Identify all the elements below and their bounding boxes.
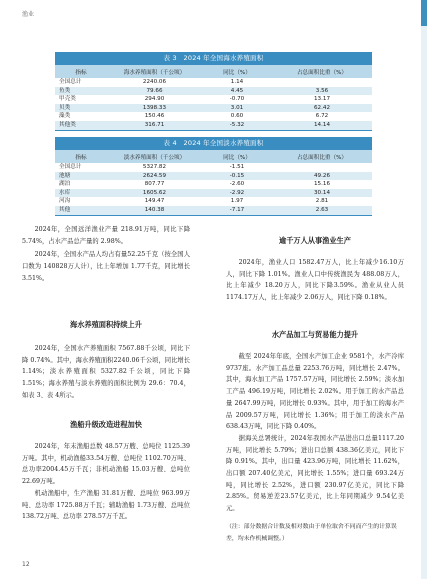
table-cell: -7.17 [202, 206, 272, 215]
table-cell: 鱼类 [55, 87, 107, 96]
section-heading: 水产品加工与贸易能力提升 [271, 330, 359, 339]
table-cell: 30.14 [272, 189, 372, 198]
table-cell: 13.17 [313, 96, 330, 103]
table-cell: -2.60 [229, 181, 245, 188]
right-column-bottom [226, 351, 404, 515]
table-cell: 316.71 [107, 121, 202, 130]
table-row [55, 163, 372, 172]
paragraph: 截至 2024年年底，全国水产加工企业 9581个，水产冷库 9737座。水产加工品总量 2253.76万吨，同比增长 2.47%。其中，海水加工产品 1757.57万吨，同比增长 2.59%；淡水加工产品 496.19万吨，同比增长 2.02%。用于加工的水产品总量 2647.99万吨，同比增长 0.93%。其中，用于加工的海水产品 2009.57万吨，同比增长 1.36%；用于加工的淡水产品 638.43万吨，同比下降 0.40%。 [226, 353, 404, 431]
table-row [55, 206, 372, 215]
table-cell: 湖泊 [59, 181, 71, 188]
column-header: 淡水养殖面积（千公顷） [107, 150, 202, 164]
table-cell: 140.38 [107, 206, 202, 215]
page-number: 12 [22, 561, 30, 568]
table-4-title: 表 4 2024 年全国淡水养殖面积 [55, 137, 372, 149]
table-cell: 79.66 [107, 87, 202, 96]
paragraph: 据海关总署统计，2024年我国水产品进出口总量1117.20万吨，同比增长 5.79%；进出口总额 438.36亿美元，同比下降 0.91%。其中，出口量 423.96万吨，同比增长 11.62%，出口额 207.40亿美元，同比增长 1.55%；进口量 693.24万吨，同比增长 2.52%，进口额 230.97亿美元，同比下降 2.85%。贸易逆差23.57亿美元，比上年同期减少 9.54亿美元。 [226, 434, 404, 513]
running-header: 渔业 [22, 11, 35, 18]
column-header: 海水养殖面积（千公顷） [107, 65, 202, 79]
table-cell: 全国总计 [59, 164, 82, 170]
page-edge-strip [421, 0, 427, 579]
table-row [55, 104, 372, 113]
table-cell: 河沟 [59, 198, 71, 205]
table-cell: 0.60 [230, 113, 244, 120]
column-header: 占总面积比重（%） [272, 65, 372, 79]
table-cell: 全国总计 [59, 79, 82, 85]
table-cell: 14.14 [272, 121, 372, 130]
table-cell: -0.15 [202, 172, 272, 181]
table-cell: 150.46 [144, 113, 165, 120]
table-cell: 3.56 [272, 87, 372, 96]
table-cell: -1.51 [229, 164, 245, 170]
table-3 [55, 52, 372, 131]
table-cell: 甲壳类 [59, 96, 76, 103]
table-row [55, 112, 372, 121]
left-column-top [22, 224, 190, 285]
paragraph: 2024年，全国水产养殖面积 7567.88千公顷，同比下降 0.74%。其中，海水养殖面积2240.06千公顷，同比增长 1.14%；淡水养殖面积 5327.82千公顷，同比下降1.51%；海水养殖与淡水养殖的面积比例为 29.6：70.4，如表 3、表 4所示。 [22, 345, 190, 399]
table-cell: 池塘 [55, 172, 107, 181]
section-heading: 逾千万人从事渔业生产 [279, 236, 351, 245]
table-cell: 贝类 [55, 104, 107, 113]
column-header: 同比（%） [202, 65, 272, 79]
table-cell: 149.47 [144, 198, 165, 205]
table-row [55, 78, 372, 87]
table-header-row [55, 150, 372, 164]
column-header: 指标 [55, 65, 107, 79]
table-cell: 藻类 [59, 113, 71, 120]
table-cell: 2624.59 [107, 172, 202, 181]
section-heading: 海水养殖面积持续上升 [70, 320, 142, 329]
paragraph: 机动渔船中，生产渔船 31.81万艘、总吨位 963.99万吨、总功率 1725.88万千瓦；辅助渔船 1.73万艘、总吨位 138.72万吨、总功率 278.57万千瓦。 [22, 489, 190, 521]
right-column-top [226, 257, 404, 304]
table-header-row [55, 65, 372, 79]
table-row [55, 87, 372, 96]
paragraph: 2024年，全国水产品人均占有量52.25千克（按全国人口数为 140828万人计），比上年增加 1.77千克，同比增长3.51%。 [22, 251, 190, 282]
table-row [55, 180, 372, 189]
table-cell: 3.01 [202, 104, 272, 113]
table-cell: 294.90 [144, 96, 165, 103]
table-row [55, 197, 372, 206]
table-cell: 2240.06 [142, 79, 167, 85]
table-cell: 其他类 [55, 121, 107, 130]
table-cell [272, 78, 372, 87]
table-cell: -0.70 [229, 96, 245, 103]
table-cell [272, 163, 372, 172]
table-4 [55, 137, 372, 216]
table-cell: 1398.33 [107, 104, 202, 113]
table-row [55, 172, 372, 181]
table-cell: 15.16 [313, 181, 330, 188]
table-cell: -5.32 [202, 121, 272, 130]
left-column-bottom [22, 441, 190, 523]
footnote: （注：部分数据合计数及相对数由于单位取舍不同而产生的计算误差，均未作机械调整。） [226, 524, 397, 542]
table-cell: 4.45 [202, 87, 272, 96]
table-3-grid [55, 64, 372, 131]
table-row [55, 189, 372, 198]
table-cell: -2.92 [202, 189, 272, 198]
table-4-grid [55, 149, 372, 216]
table-row [55, 95, 372, 104]
table-row [55, 121, 372, 130]
table-3-title: 表 3 2024 年全国海水养殖面积 [55, 52, 372, 64]
table-cell: 2.63 [272, 206, 372, 215]
column-header: 同比（%） [202, 150, 272, 164]
section-heading: 渔船升级改造进程加快 [70, 420, 142, 429]
table-cell: 6.72 [315, 113, 329, 120]
table-cell: 1.97 [230, 198, 244, 205]
paragraph: 2024年，渔业人口 1582.47万人，比上年减少16.10万人，同比下降 1.01%。渔业人口中传统渔民为 488.08万人，比上年减少 18.20万人，同比下降3.59%。渔业从业人员 1174.17万人，比上年减少 2.06万人，同比下降 0.18%。 [226, 259, 404, 302]
table-cell: 807.77 [144, 181, 165, 188]
table-cell: 水库 [55, 189, 107, 198]
table-cell: 49.26 [272, 172, 372, 181]
table-cell: 5327.82 [142, 164, 167, 170]
table-cell: 1.14 [230, 79, 244, 85]
page-edge-marker [421, 0, 427, 26]
paragraph: 2024年，年末渔船总数 48.57万艘、总吨位 1125.39万吨。其中，机动渔船33.54万艘、总吨位 1102.70万吨、总功率2004.45万千瓦；非机动渔船 15.03万艘、总吨位 22.69万吨。 [22, 443, 190, 486]
column-header: 占总面积比重（%） [272, 150, 372, 164]
table-cell: 1605.62 [107, 189, 202, 198]
paragraph: 2024年，全国远洋渔业产量 218.91万吨，同比下降 5.74%，占水产品总产量的 2.98%。 [22, 226, 190, 245]
column-header: 指标 [55, 150, 107, 164]
table-cell: 其他 [55, 206, 107, 215]
table-cell: 62.42 [272, 104, 372, 113]
left-column-mid [22, 343, 190, 402]
table-cell: 2.81 [315, 198, 329, 205]
